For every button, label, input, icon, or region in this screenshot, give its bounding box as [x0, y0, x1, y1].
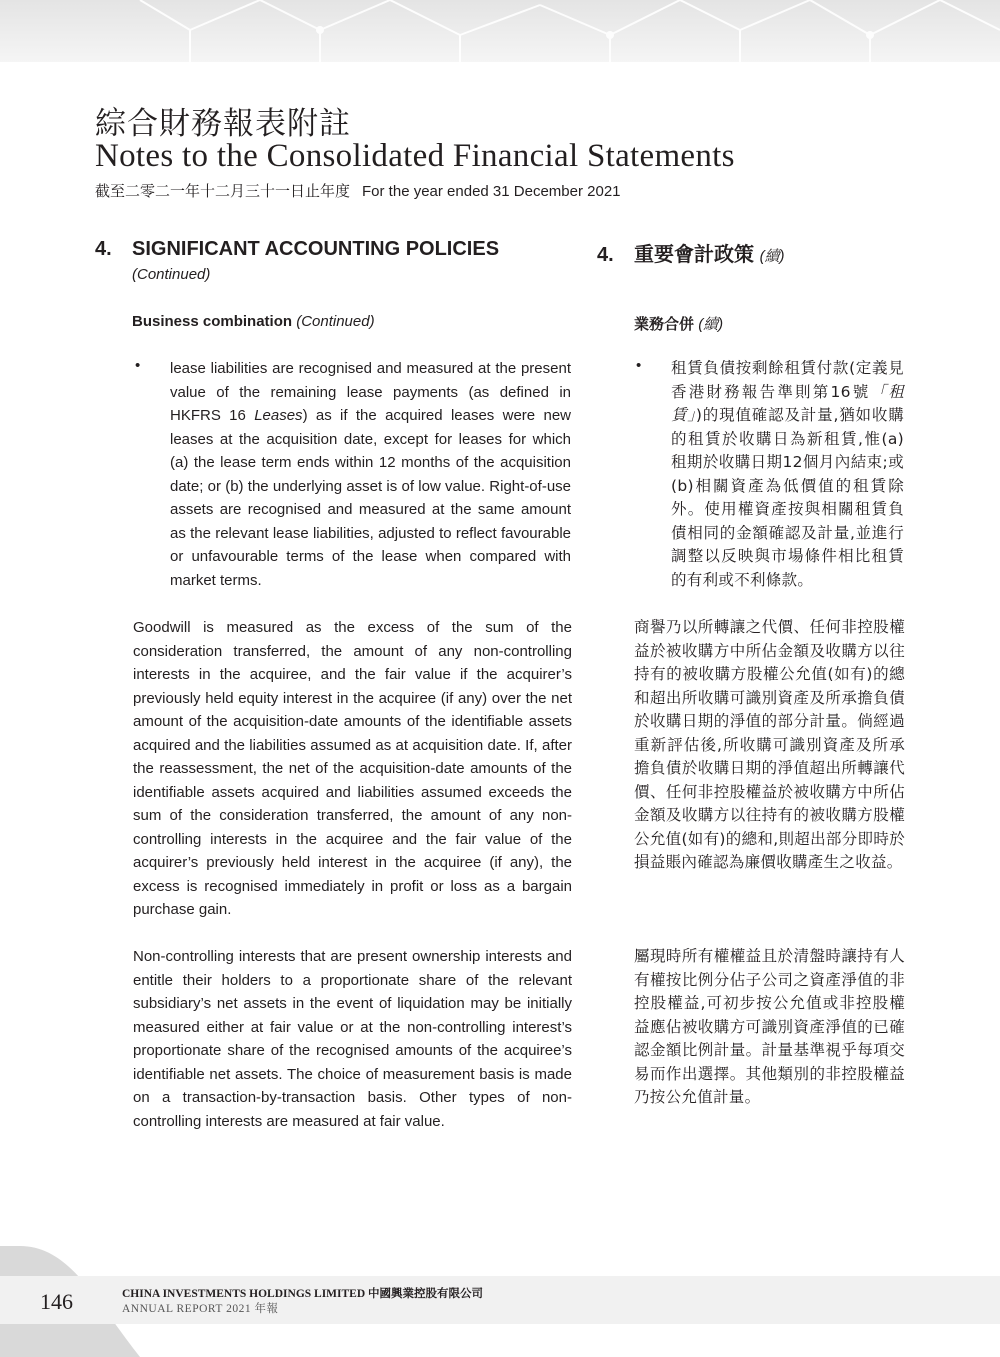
subheading-label-cn: 業務合併	[634, 316, 695, 333]
footer-company-cn: 中國興業控股有限公司	[368, 1288, 484, 1300]
bullet-text-cn	[671, 357, 904, 592]
section-continued-en: (Continued)	[132, 266, 211, 283]
bullet-text-en	[170, 357, 571, 592]
bullet-text-cn-italic: 「租賃」	[671, 382, 904, 424]
subheading-cn	[634, 313, 723, 334]
page-title-cn: 綜合財務報表附註	[95, 106, 351, 142]
page-number: 146	[40, 1289, 73, 1314]
goodwill-paragraph-en: Goodwill is measured as the excess of the sum of the consideration transferred, the amount of any non-controlling interests in the acquiree, and the fair value if the acquirer’s previously held equity interest in the acquiree (if any) over the net amount of the acquisition-date amounts of the identifiable assets acquired and the liabilities assumed as at acquisition date. If, after the reassessment, the net of the acquisition-date amounts of the identifiable assets acquired and liabilities assumed exceeds the sum of the consideration transferred, the amount of any non-controlling interests in the acquiree and the fair value of the acquirer’s previously held interest in the acquiree (if any), the excess is recognised immediately in profit or loss as a bargain purchase gain.	[133, 619, 572, 918]
nci-paragraph-en: Non-controlling interests that are present ownership interests and entitle their holders to a proportionate share of the relevant subsidiary’s net assets in the event of liquidation may be initially measured either at fair value or at the non-controlling interest’s proportionate share of the recognised amounts of the acquiree’s identifiable net assets. The choice of measurement basis is made on a transaction-by-transaction basis. Other types of non-controlling interests are measured at fair value.	[133, 948, 572, 1130]
footer-report-en: ANNUAL REPORT 2021	[122, 1303, 252, 1315]
bullet-text-cn-part2: )的現值確認及計量,猶如收購的租賃於收購日為新租賃,惟(a)租期於收購日期12個月內結束;或(b)相關資產為低價值的租賃除外。使用權資產按與相關租賃負債相同的金額確認及計量,並進行調整以反映與市場條件相比租賃的有利或不利條款。	[671, 406, 904, 589]
goodwill-paragraph-cn: 商譽乃以所轉讓之代價、任何非控股權益於被收購方中所佔金額及收購方以往持有的被收購方股權公允值(如有)的總和超出所收購可識別資產及所承擔負債於收購日期的淨值的部分計量。倘經過重新評估後,所收購可識別資產及所承擔負債於收購日期的淨值超出所轉讓代價、任何非控股權益於被收購方中所佔金額及收購方以往持有的被收購方股權公允值(如有)的總和,則超出部分即時於損益賬內確認為廉價收購產生之收益。	[634, 618, 905, 871]
section-heading-cn	[597, 238, 785, 267]
bullet-text-en-part2: ) as if the acquired leases were new leases at the acquisition date, except for leases for which (a) the lease term ends within 12 months of the acquisition date; or (b) the underlying asset is of low value. Right-of-use assets are recognised and measured at the same amount as the relevant lease liabilities, adjusted to reflect favourable or unfavourable terms of the lease when compared with market terms.	[170, 407, 571, 589]
bullet-mark-cn: •	[636, 357, 642, 374]
section-number-cn: 4.	[597, 244, 614, 266]
footer-report-cn: 年報	[254, 1303, 279, 1315]
top-band	[0, 0, 1000, 62]
bullet-mark-en: •	[135, 357, 141, 374]
section-continued-cn: (續)	[759, 248, 785, 265]
period-en: For the year ended 31 December 2021	[362, 183, 621, 200]
footer-company-en: CHINA INVESTMENTS HOLDINGS LIMITED	[122, 1288, 366, 1300]
section-title-cn: 重要會計政策	[634, 244, 754, 266]
footer-company	[122, 1285, 483, 1301]
section-number-en: 4.	[95, 238, 112, 260]
bullet-text-en-part1: lease liabilities are recognised and measured at the present value of the remaining lease payments (as defined in HKFRS 16	[170, 360, 571, 424]
footer-report	[122, 1300, 278, 1316]
subheading-continued-cn: (續)	[698, 316, 724, 333]
section-heading-en	[95, 238, 499, 261]
period-subtitle	[95, 180, 621, 201]
period-cn: 截至二零二一年十二月三十一日止年度	[95, 183, 351, 200]
page-title-en: Notes to the Consolidated Financial Statements	[95, 138, 735, 174]
section-title-en: SIGNIFICANT ACCOUNTING POLICIES	[132, 238, 500, 260]
nci-paragraph-cn: 屬現時所有權權益且於清盤時讓持有人有權按比例分佔子公司之資產淨值的非控股權益,可初步按公允值或非控股權益應佔被收購方可識別資產淨值的已確認金額比例計量。計量基準視乎每項交易而作出選擇。其他類別的非控股權益乃按公允值計量。	[634, 947, 905, 1106]
bullet-text-en-italic: Leases	[254, 407, 303, 424]
subheading-continued-en: (Continued)	[296, 313, 375, 330]
subheading-label-en: Business combination	[132, 313, 293, 330]
bullet-text-cn-part1: 租賃負債按剩餘租賃付款(定義見香港財務報告準則第16號	[671, 359, 904, 401]
subheading-en	[132, 313, 375, 330]
